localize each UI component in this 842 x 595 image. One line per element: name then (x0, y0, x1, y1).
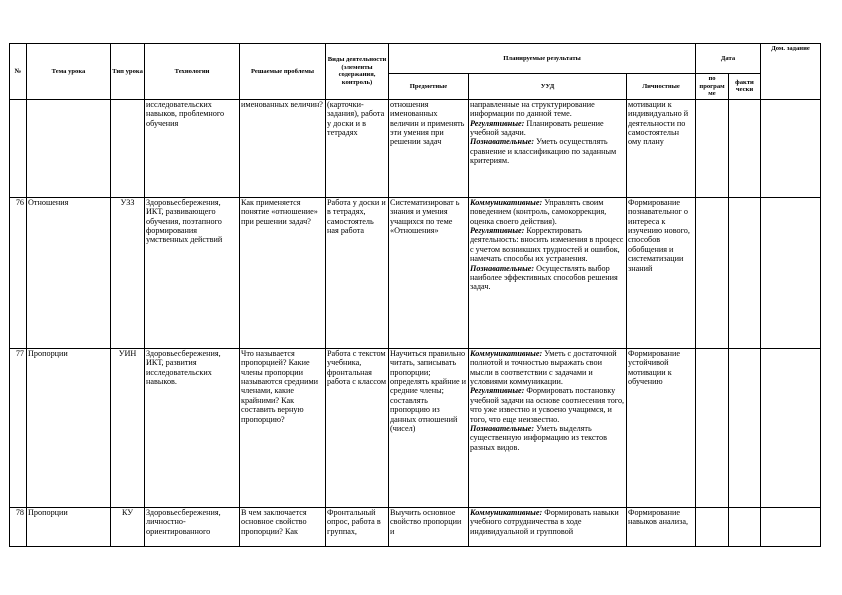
header-personal: Личностные (627, 74, 696, 100)
homework-cell (761, 348, 821, 507)
lesson-tech: Здоровьесбережения, личностно-ориентированного (145, 507, 240, 546)
header-uud: УУД (469, 74, 627, 100)
uud-line: Познавательные: Осуществлять выбор наиболее эффективных способов решения задач. (470, 263, 618, 292)
lesson-type (111, 99, 145, 197)
header-problems: Решаемые проблемы (240, 44, 326, 100)
table-row (10, 197, 821, 348)
lesson-topic: Пропорции (27, 507, 111, 546)
uud-line: Коммуникативные: Управлять своим поведением (контроль, самокоррекция, оценка своего действия). (470, 197, 607, 226)
header-activity: Виды деятельности (элементы содержания, контроль) (326, 44, 389, 100)
lesson-personal: Формирование познавательног о интереса к изучению нового, способов обобщения и систематизации знаний (627, 197, 696, 348)
date-fact-cell (729, 507, 761, 546)
date-plan-cell (696, 197, 729, 348)
lesson-personal: Формирование навыков анализа, (627, 507, 696, 546)
uud-line: направленные на структурирование информации по данной теме. (470, 99, 595, 119)
lesson-type: КУ (111, 507, 145, 546)
lesson-problems: Как применяется понятие «отношение» при решении задач? (240, 197, 326, 348)
lesson-personal: мотивации к индивидуально й деятельности по самостоятельн ому плану (627, 99, 696, 197)
header-plan: по програм ме (696, 74, 729, 100)
lesson-subject: Научиться правильно читать, записывать пропорции; определять крайние и средние члены; составлять пропорцию из данных отношений (чисел) (389, 348, 469, 507)
lesson-problems: именованных величин? (240, 99, 326, 197)
date-fact-cell (729, 99, 761, 197)
header-topic: Тема урока (27, 44, 111, 100)
lesson-problems: Что называется пропорцией? Какие члены пропорции называются средними членами, какие крайними? Как составить верную пропорцию? (240, 348, 326, 507)
uud-line: Регулятивные: Формировать постановку учебной задачи на основе соотнесения того, что уже известно и усвоено учащимся, и того, что еще неизвестно. (470, 386, 625, 424)
lesson-activity: Работа с текстом учебника, фронтальная работа с классом (326, 348, 389, 507)
uud-line: Регулятивные: Планировать решение учебной задачи. (470, 118, 604, 137)
lesson-activity: (карточки-задания), работа у доски и в тетрадях (326, 99, 389, 197)
lesson-activity: Фронтальный опрос, работа в группах, (326, 507, 389, 546)
homework-cell (761, 197, 821, 348)
uud-line: Познавательные: Уметь выделять существенную информацию из текстов разных видов. (470, 424, 607, 452)
lesson-tech: Здоровьесбережения, ИКТ, развивающего обучения, поэтапного формирования умственных действий (145, 197, 240, 348)
lesson-uud (469, 99, 627, 197)
uud-line: Коммуникативные: Формировать навыки учебного сотрудничества в ходе индивидуальной и групповой (470, 507, 619, 536)
header-tech: Технологии (145, 44, 240, 100)
lesson-plan-table (9, 43, 821, 547)
date-plan-cell (696, 348, 729, 507)
uud-line: Коммуникативные: Уметь с достаточной полнотой и точностью выражать свои мысли в соответствии с задачами и условиями коммуникации. (470, 348, 617, 386)
table-row (10, 99, 821, 197)
header-subject: Предметные (389, 74, 469, 100)
homework-cell (761, 507, 821, 546)
header-planned: Планируемые результаты (389, 44, 696, 74)
lesson-personal: Формирование устойчивой мотивации к обучению (627, 348, 696, 507)
date-fact-cell (729, 197, 761, 348)
lesson-uud (469, 507, 627, 546)
table-row (10, 348, 821, 507)
date-plan-cell (696, 507, 729, 546)
lesson-uud (469, 348, 627, 507)
lesson-activity: Работа у доски и в тетрадях, самостоятель ная работа (326, 197, 389, 348)
homework-cell (761, 99, 821, 197)
lesson-num: 76 (10, 197, 27, 348)
lesson-tech: исследовательских навыков, проблемного обучения (145, 99, 240, 197)
header-num: № (10, 44, 27, 100)
lesson-num: 78 (10, 507, 27, 546)
lesson-type: УИН (111, 348, 145, 507)
lesson-uud (469, 197, 627, 348)
header-date: Дата (696, 44, 761, 74)
header-homework: Дом. задание (761, 44, 821, 100)
header-row (10, 44, 821, 74)
date-plan-cell (696, 99, 729, 197)
header-fact: факти чески (729, 74, 761, 100)
lesson-type: УЗЗ (111, 197, 145, 348)
lesson-subject: Выучить основное свойство пропорции и (389, 507, 469, 546)
table-row (10, 507, 821, 546)
lesson-subject: отношения именованных величин и применять эти умения при решении задач (389, 99, 469, 197)
lesson-problems: В чем заключается основное свойство пропорции? Как (240, 507, 326, 546)
lesson-tech: Здоровьесбережения, ИКТ, развития исследовательских навыков. (145, 348, 240, 507)
uud-line: Регулятивные: Корректировать деятельность: вносить изменения в процесс с учетом возникших трудностей и ошибок, намечать способы их устранения. (470, 226, 624, 264)
lesson-num (10, 99, 27, 197)
lesson-topic: Пропорции (27, 348, 111, 507)
lesson-topic: Отношения (27, 197, 111, 348)
lesson-num: 77 (10, 348, 27, 507)
date-fact-cell (729, 348, 761, 507)
lesson-subject: Систематизироват ь знания и умения учащихся по теме «Отношения» (389, 197, 469, 348)
header-type: Тип урока (111, 44, 145, 100)
uud-line: Познавательные: Уметь осуществлять сравнение и классификацию по заданным критериям. (470, 137, 617, 166)
lesson-topic (27, 99, 111, 197)
